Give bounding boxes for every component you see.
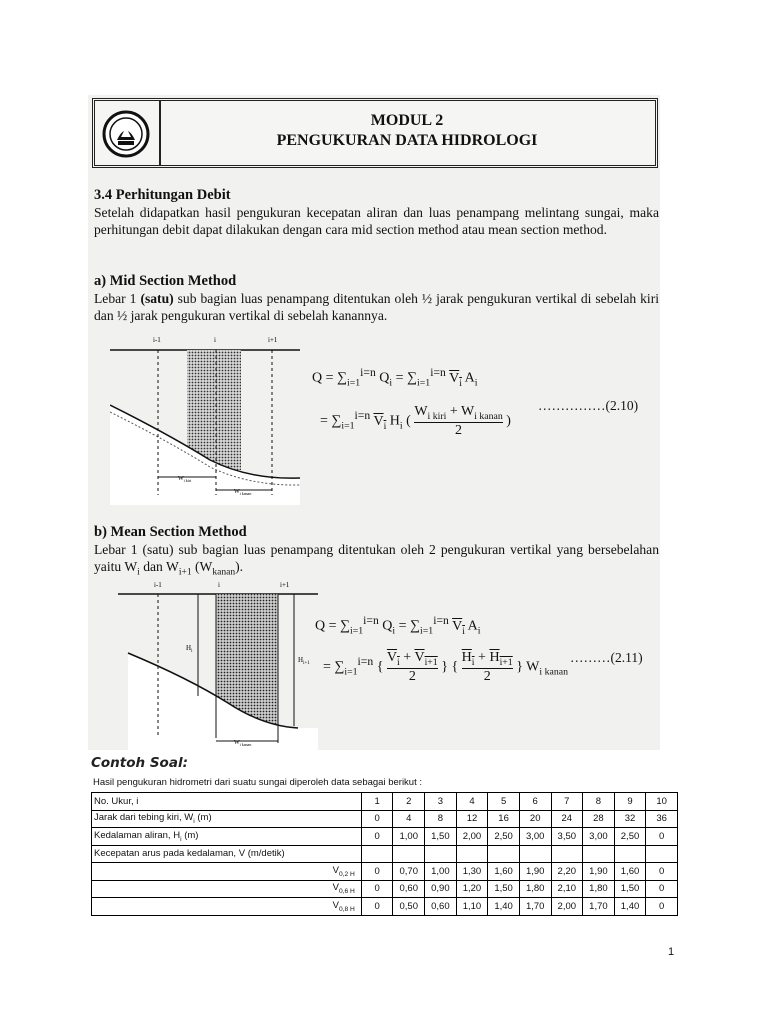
table-cell (456, 845, 488, 863)
table-cell: 1,60 (488, 863, 520, 881)
table-cell: 12 (456, 810, 488, 828)
table-cell: 2,50 (614, 828, 646, 846)
page-number: 1 (668, 946, 675, 958)
formula-2-11: $Q = \sum_{i=1}^{i=n}$ $Q_i = \sum_{i=1}^{i=n}$ $V_i$ $A_i$ = $\sum_{i=1}^{i=n}$ { $\frac{V_i + V_{i+1}}{2}$ } { $\frac{H_i + H_{i+1}}{2}$ } $W_{i kanan}$ (315, 614, 568, 685)
table-cell: 0 (646, 880, 678, 898)
mid-body-pre: Lebar 1 (94, 291, 141, 306)
row-label: Kecepatan arus pada kedalaman, V (m/detik) (92, 845, 362, 863)
table-cell (425, 845, 457, 863)
table-cell: 1,00 (393, 828, 425, 846)
table-cell: 0,50 (393, 898, 425, 916)
mid-section-diagram (110, 330, 300, 505)
section-body: Setelah didapatkan hasil pengukuran kecepatan aliran dan luas penampang melintang sungai, maka perhitungan debit dapat dilakukan dengan cara mid section method atau mean section method. (94, 205, 659, 237)
table-cell: 0,60 (425, 898, 457, 916)
table-cell: 5 (488, 793, 520, 811)
section-title: 3.4 Perhitungan Debit (94, 187, 231, 203)
table-cell: 4 (393, 810, 425, 828)
table-row (92, 845, 678, 863)
row-label: Jarak dari tebing kiri, $W_i$ (m) (92, 810, 362, 828)
equation-number-2-10: ……………(2.10) (538, 398, 639, 413)
table-cell (519, 845, 551, 863)
mid-body-post: sub bagian luas penampang ditentukan oleh ½ jarak pengukuran vertikal di sebelah kiri dan ½ jarak pengukuran vertikal di sebelah kanannya. (94, 291, 659, 323)
table-cell: 1,80 (583, 880, 615, 898)
label-i-minus-1: i-1 (153, 336, 161, 344)
table-cell: 28 (583, 810, 615, 828)
table-cell: 3,00 (519, 828, 551, 846)
table-cell: 2 (393, 793, 425, 811)
w-kanan-label: $W_{i kanan}$ (234, 489, 252, 496)
logo-cell (95, 101, 161, 165)
table-cell: 1,60 (614, 863, 646, 881)
table-cell: 2,20 (551, 863, 583, 881)
table-cell: 36 (646, 810, 678, 828)
table-cell: 10 (646, 793, 678, 811)
row-label: No. Ukur, i (92, 793, 362, 811)
table-cell: 1,70 (519, 898, 551, 916)
table-cell: 20 (519, 810, 551, 828)
row-label: $V_{0,8 H}$ (92, 898, 362, 916)
table-cell: 3 (425, 793, 457, 811)
table-cell (393, 845, 425, 863)
table-cell: 0,70 (393, 863, 425, 881)
label-i-plus-1: i+1 (268, 336, 278, 344)
w-kiri-label: $W_{i kiri}$ (178, 476, 192, 483)
table-cell: 16 (488, 810, 520, 828)
table-cell: 0 (361, 880, 393, 898)
table-cell: 0 (646, 863, 678, 881)
module-title (159, 111, 655, 151)
table-cell: 2,10 (551, 880, 583, 898)
h-i-plus-1-label: $H_{i+1}$ (298, 656, 310, 666)
table-cell: 1,10 (456, 898, 488, 916)
label-i-plus-1: i+1 (280, 581, 290, 589)
table-cell: 1,50 (425, 828, 457, 846)
table-cell: 0 (361, 828, 393, 846)
mid-section-title: a) Mid Section Method (94, 273, 237, 289)
table-cell: 1,70 (583, 898, 615, 916)
module-header (92, 98, 658, 168)
table-cell: 1,90 (519, 863, 551, 881)
table-cell: 3,50 (551, 828, 583, 846)
table-cell: 0 (361, 863, 393, 881)
table-cell: 2,00 (551, 898, 583, 916)
row-label: $V_{0,2 H}$ (92, 863, 362, 881)
example-intro: Hasil pengukuran hidrometri dari suatu sungai diperoleh data sebagai berikut : (93, 777, 423, 788)
table-cell: 1,50 (614, 880, 646, 898)
table-row (92, 793, 678, 811)
module-subject: PENGUKURAN DATA HIDROLOGI (276, 132, 538, 149)
table-cell: 1,40 (614, 898, 646, 916)
table-cell: 0,90 (425, 880, 457, 898)
table-cell: 0 (361, 898, 393, 916)
module-number: MODUL 2 (370, 112, 444, 129)
table-cell: 3,00 (583, 828, 615, 846)
table-row (92, 898, 678, 916)
formula-2-10: $Q = \sum_{i=1}^{i=n}$ $Q_i = \sum_{i=1}^{i=n}$ $V_i$ $A_i$ = $\sum_{i=1}^{i=n}$ $V_i$ $H_i$ ( $W_{i kiri} + W_{i kanan}$ 2 ) (312, 366, 511, 439)
table-cell (646, 845, 678, 863)
tut-wuri-handayani-emblem-icon (101, 107, 151, 161)
mean-section-body: Lebar 1 (satu) sub bagian luas penampang ditentukan oleh 2 pengukuran vertikal yang bersebelahan yaitu $W_i$ dan $W_{i+1}$ $(W_{kanan})$. (94, 542, 659, 578)
mid-section-body (94, 290, 659, 324)
table-cell: 24 (551, 810, 583, 828)
mean-section-diagram (118, 578, 318, 750)
table-cell: 1 (361, 793, 393, 811)
table-cell: 2,50 (488, 828, 520, 846)
table-cell: 6 (519, 793, 551, 811)
table-row (92, 810, 678, 828)
w-kanan-label: $W_{i kanan}$ (234, 740, 252, 747)
table-cell: 8 (425, 810, 457, 828)
table-row (92, 828, 678, 846)
table-cell (551, 845, 583, 863)
mid-body-bold: (satu) (140, 291, 174, 306)
equation-number-2-11: ………(2.11) (570, 650, 643, 665)
h-i-label: $H_i$ (186, 644, 193, 654)
example-title: Contoh Soal: (91, 755, 188, 771)
table-cell: 2,00 (456, 828, 488, 846)
table-cell: 1,30 (456, 863, 488, 881)
table-cell: 1,80 (519, 880, 551, 898)
table-cell: 0,60 (393, 880, 425, 898)
mean-section-title: b) Mean Section Method (94, 524, 247, 540)
measurement-table (91, 792, 678, 916)
table-cell (488, 845, 520, 863)
table-cell: 1,50 (488, 880, 520, 898)
table-cell: 7 (551, 793, 583, 811)
table-row (92, 863, 678, 881)
table-cell: 32 (614, 810, 646, 828)
table-cell: 8 (583, 793, 615, 811)
row-label: $V_{0,6 H}$ (92, 880, 362, 898)
table-cell: 9 (614, 793, 646, 811)
table-cell (614, 845, 646, 863)
table-cell (361, 845, 393, 863)
table-cell: 0 (646, 828, 678, 846)
table-row (92, 880, 678, 898)
label-i: i (218, 581, 220, 589)
table-cell: 1,40 (488, 898, 520, 916)
table-cell: 1,90 (583, 863, 615, 881)
table-cell: 0 (361, 810, 393, 828)
row-label: Kedalaman aliran, $H_i$ (m) (92, 828, 362, 846)
table-cell: 1,00 (425, 863, 457, 881)
label-i-minus-1: i-1 (154, 581, 162, 589)
table-cell: 0 (646, 898, 678, 916)
table-cell: 4 (456, 793, 488, 811)
table-cell (583, 845, 615, 863)
table-cell: 1,20 (456, 880, 488, 898)
label-i: i (214, 336, 216, 344)
